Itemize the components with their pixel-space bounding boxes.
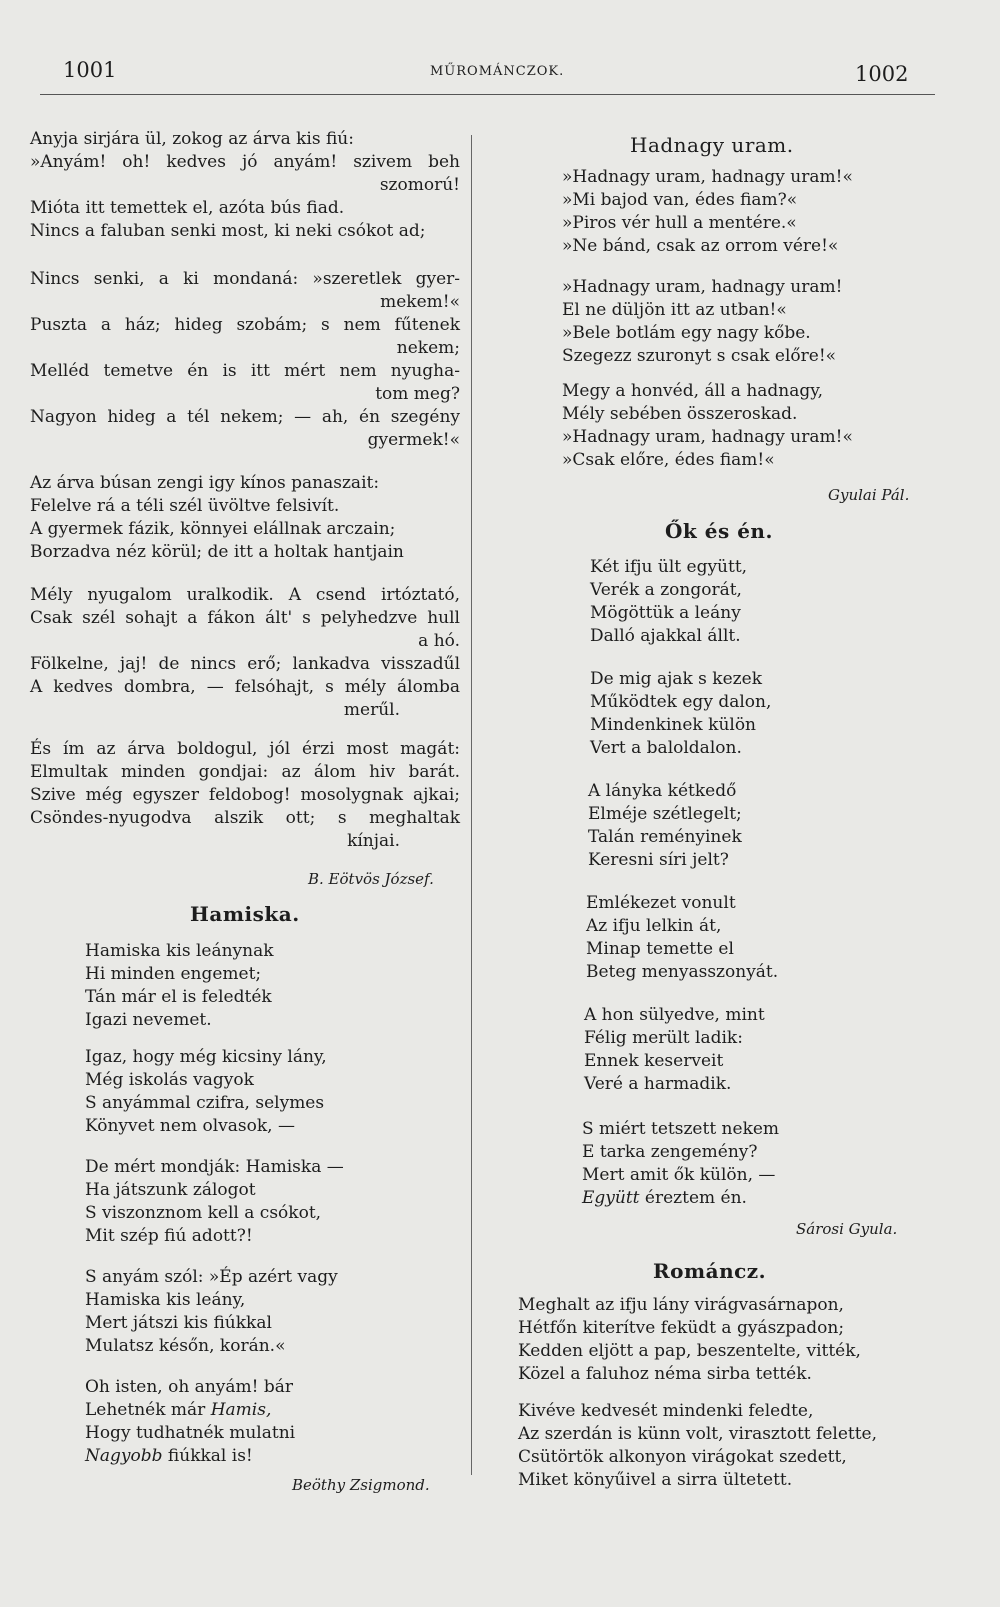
poem2-stanza-2 (85, 1046, 465, 1138)
poem5-stanza-1 (518, 1294, 920, 1386)
column-divider (471, 135, 472, 1475)
verse-line: Vert a baloldalon. (590, 738, 742, 758)
verse-line: Mit szép fiú adott?! (85, 1226, 253, 1246)
verse-line: Minap temette el (586, 939, 734, 959)
verse-line: Igazi nevemet. (85, 1010, 212, 1030)
verse-line: De mért mondják: Hamiska — (85, 1157, 344, 1177)
poem5-stanza-2 (518, 1400, 920, 1492)
verse-line: A lányka kétkedő (588, 781, 737, 801)
verse-line: S miért tetszett nekem (582, 1119, 780, 1139)
verse-text: Lehetnék már (85, 1400, 206, 1420)
verse-line: »Ne bánd, csak az orrom vére!« (562, 236, 839, 256)
poem4-author: Sárosi Gyula. (796, 1220, 898, 1238)
verse-line: Hogy tudhatnék mulatni (85, 1423, 296, 1443)
verse-line: Az árva búsan zengi igy kínos panaszait: (30, 473, 380, 493)
verse-line: Miket könyűivel a sirra ültetett. (518, 1470, 793, 1490)
poem1-stanza-5 (30, 738, 470, 853)
verse-line: Hi minden engemet; (85, 964, 262, 984)
poem3-title: Hadnagy uram. (630, 133, 794, 157)
poem4-stanza-6 (582, 1118, 912, 1210)
verse-line: »Hadnagy uram, hadnagy uram! (562, 277, 843, 297)
verse-line: »Csak előre, édes fiam!« (562, 450, 775, 470)
poem2-stanza-5 (85, 1376, 465, 1468)
verse-line: Emlékezet vonult (586, 893, 736, 913)
poem4-stanza-4 (586, 892, 916, 984)
verse-line: Szegezz szuronyt s csak előre!« (562, 346, 837, 366)
verse-line: S anyámmal czifra, selymes (85, 1093, 325, 1113)
verse-line: Tán már el is feledték (85, 987, 272, 1007)
poem2-author: Beöthy Zsigmond. (292, 1476, 430, 1494)
verse-line: Veré a harmadik. (584, 1074, 732, 1094)
verse-line: Ennek keserveit (584, 1051, 724, 1071)
verse-line: Oh isten, oh anyám! bár (85, 1377, 294, 1397)
verse-line: Közel a faluhoz néma sirba tették. (518, 1364, 812, 1384)
page-number-right: 1002 (855, 62, 909, 86)
poem5-title: Románcz. (653, 1259, 767, 1283)
poem4-stanza-5 (584, 1004, 914, 1096)
poem3-stanza-2 (562, 276, 922, 368)
verse-line: Anyja sirjára ül, zokog az árva kis fiú: (30, 129, 354, 149)
poem4-stanza-1 (590, 556, 920, 648)
verse-line: Az szerdán is künn volt, virasztott felette, (518, 1424, 878, 1444)
verse-line: Beteg menyasszonyát. (586, 962, 779, 982)
verse-line (85, 1399, 465, 1422)
verse-line: A kedves dombra, — felsóhajt, s mély álomba (30, 677, 460, 697)
verse-line: Megy a honvéd, áll a hadnagy, (562, 381, 824, 401)
verse-line: »Piros vér hull a mentére.« (562, 213, 797, 233)
verse-line: »Mi bajod van, édes fiam?« (562, 190, 798, 210)
verse-line: kínjai. (347, 831, 400, 851)
verse-line: »Hadnagy uram, hadnagy uram!« (562, 167, 853, 187)
verse-line: Igaz, hogy még kicsiny lány, (85, 1047, 327, 1067)
verse-line: Mert játszi kis fiúkkal (85, 1313, 272, 1333)
verse-line: »Hadnagy uram, hadnagy uram!« (562, 427, 853, 447)
verse-line: Elméje szétlegelt; (588, 804, 742, 824)
verse-line: Az ifju lelkin át, (586, 916, 722, 936)
verse-line: A gyermek fázik, könnyei elállnak arczain; (30, 519, 396, 539)
verse-text: fiúkkal is! (167, 1446, 253, 1466)
verse-line: És ím az árva boldogul, jól érzi most magát: (30, 739, 460, 759)
verse-line: Működtek egy dalon, (590, 692, 772, 712)
verse-line: Mióta itt temettek el, azóta bús fiad. (30, 198, 345, 218)
verse-line: mekem!« (380, 292, 460, 312)
verse-line: Szive még egyszer feldobog! mosolygnak ajkai; (30, 785, 460, 805)
poem2-stanza-4 (85, 1266, 465, 1358)
verse-line: Két ifju ült együtt, (590, 557, 748, 577)
verse-line: Nagyon hideg a tél nekem; — ah, én szegény (30, 407, 460, 427)
verse-line: Puszta a ház; hideg szobám; s nem fűtenek (30, 315, 460, 335)
verse-line: Meghalt az ifju lány virágvasárnapon, (518, 1295, 844, 1315)
verse-line: Dalló ajakkal állt. (590, 626, 741, 646)
verse-line: Kedden eljött a pap, beszentelte, vitték, (518, 1341, 861, 1361)
verse-line: El ne düljön itt az utban!« (562, 300, 787, 320)
verse-line: Felelve rá a téli szél üvöltve felsivít. (30, 496, 340, 516)
italic-word: Hamis, (210, 1400, 272, 1420)
page-number-left: 1001 (63, 58, 117, 82)
poem3-stanza-3 (562, 380, 922, 472)
verse-text: éreztem én. (644, 1188, 747, 1208)
verse-line: Borzadva néz körül; de itt a holtak hantjain (30, 542, 404, 562)
poem4-stanza-3 (588, 780, 918, 872)
verse-line: Melléd temetve én is itt mért nem nyugha- (30, 361, 460, 381)
verse-line: szomorú! (379, 175, 460, 195)
poem3-author: Gyulai Pál. (828, 486, 910, 504)
verse-line: Még iskolás vagyok (85, 1070, 254, 1090)
verse-line: nekem; (396, 338, 460, 358)
poem1-author: B. Eötvös József. (308, 870, 434, 888)
verse-line: »Bele botlám egy nagy kőbe. (562, 323, 811, 343)
verse-line: Mély nyugalom uralkodik. A csend irtóztató, (30, 585, 460, 605)
poem1-stanza-1 (30, 128, 470, 243)
verse-line: Keresni síri jelt? (588, 850, 729, 870)
verse-line: Fölkelne, jaj! de nincs erő; lankadva visszadűl (30, 654, 460, 674)
verse-line: Csütörtök alkonyon virágokat szedett, (518, 1447, 847, 1467)
verse-line: Mulatsz későn, korán.« (85, 1336, 286, 1356)
header-rule (40, 94, 935, 95)
verse-line: A hon sülyedve, mint (584, 1005, 765, 1025)
verse-line: Mindenkinek külön (590, 715, 757, 735)
poem4-stanza-2 (590, 668, 920, 760)
verse-line: tom meg? (375, 384, 460, 404)
verse-line: Hamiska kis leány, (85, 1290, 246, 1310)
verse-line: Mert amit ők külön, — (582, 1165, 776, 1185)
verse-line: Hamiska kis leánynak (85, 941, 274, 961)
verse-line (85, 1445, 465, 1468)
verse-line: Mély sebében összeroskad. (562, 404, 798, 424)
verse-line: Ha játszunk zálogot (85, 1180, 256, 1200)
verse-line: merűl. (343, 700, 400, 720)
verse-line: Mögöttük a leány (590, 603, 741, 623)
verse-line: S anyám szól: »Ép azért vagy (85, 1267, 338, 1287)
verse-line: Verék a zongorát, (590, 580, 742, 600)
verse-line: a hó. (418, 631, 460, 651)
verse-line: De mig ajak s kezek (590, 669, 762, 689)
verse-line: gyermek!« (367, 430, 460, 450)
verse-line: Talán reményinek (588, 827, 742, 847)
verse-line: Nincs a faluban senki most, ki neki csókot ad; (30, 221, 426, 241)
verse-line: Elmultak minden gondjai: az álom hiv barát. (30, 762, 460, 782)
poem2-title: Hamiska. (190, 902, 300, 926)
poem1-stanza-3 (30, 472, 470, 564)
verse-line: E tarka zengemény? (582, 1142, 758, 1162)
poem1-stanza-4 (30, 584, 470, 722)
verse-line: Csöndes-nyugodva alszik ott; s meghaltak (30, 808, 460, 828)
verse-line: Kivéve kedvesét mindenki feledte, (518, 1401, 814, 1421)
verse-line: Hétfőn kiterítve feküdt a gyászpadon; (518, 1318, 845, 1338)
verse-line (582, 1187, 912, 1210)
poem2-stanza-1 (85, 940, 465, 1032)
italic-word: Nagyobb (85, 1446, 163, 1466)
running-title: MŰROMÁNCZOK. (430, 64, 565, 79)
verse-line: Félig merült ladik: (584, 1028, 743, 1048)
poem4-title: Ők és én. (665, 519, 773, 543)
verse-line: »Anyám! oh! kedves jó anyám! szivem beh (30, 152, 460, 172)
verse-line: Könyvet nem olvasok, — (85, 1116, 295, 1136)
verse-line: S viszonznom kell a csókot, (85, 1203, 322, 1223)
poem1-stanza-2 (30, 268, 470, 452)
poem2-stanza-3 (85, 1156, 465, 1248)
italic-word: Együtt (582, 1188, 640, 1208)
poem3-stanza-1 (562, 166, 922, 258)
verse-line: Csak szél sohajt a fákon ált' s pelyhedzve hull (30, 608, 460, 628)
verse-line: Nincs senki, a ki mondaná: »szeretlek gyer- (30, 269, 460, 289)
